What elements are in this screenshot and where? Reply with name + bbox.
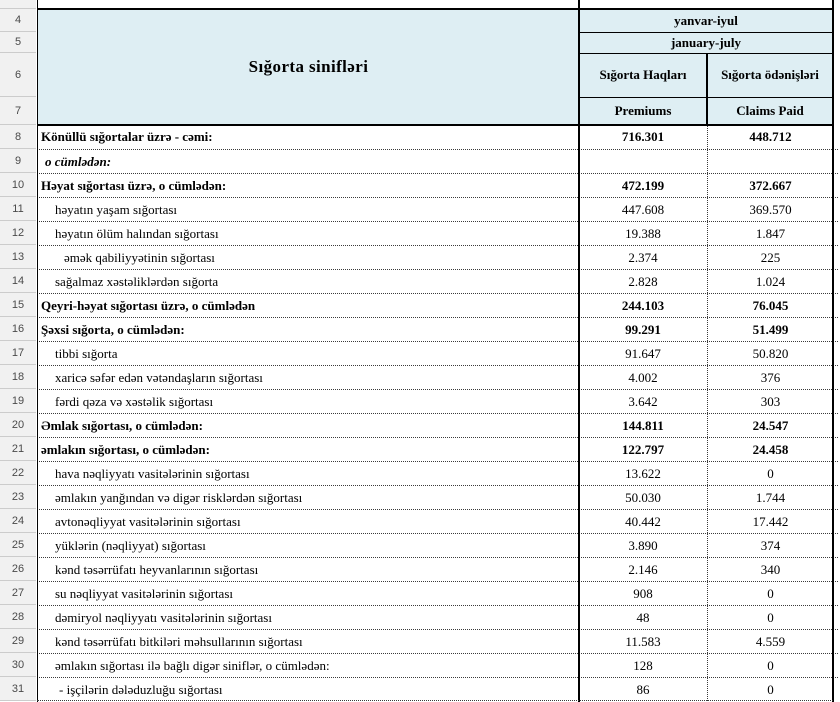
claims-value-cell[interactable]: 1.024 [707,270,833,293]
table-row [37,341,838,365]
row-header-cell[interactable]: 11 [0,197,36,221]
table-row [37,437,838,461]
claims-value-cell[interactable]: 51.499 [707,318,833,341]
premiums-value-cell[interactable]: 11.583 [625,633,661,649]
grid-line [37,124,834,126]
claims-value-cell[interactable]: 0 [707,462,833,485]
premiums-value-cell[interactable]: 19.388 [625,225,661,241]
row-header-cell[interactable]: 16 [0,317,36,341]
claims-value-cell[interactable]: 374 [707,534,833,557]
claims-en-header-cell[interactable]: Claims Paid [707,97,833,125]
row-label-cell[interactable]: hava nəqliyyatı vasitələrinin sığortası [55,465,250,481]
row-label-cell[interactable]: tibbi sığorta [55,345,118,361]
table-row [37,509,838,533]
premiums-value-cell[interactable]: 2.374 [628,249,658,265]
premiums-value-cell[interactable]: 128 [633,657,653,673]
claims-value-cell[interactable]: 448.712 [707,125,833,149]
table-row [37,125,838,149]
premiums-value-cell[interactable]: 2.828 [628,273,658,289]
row-label-cell[interactable]: fərdi qəza və xəstəlik sığortası [55,393,214,409]
table-row [37,413,838,437]
claims-value-cell[interactable]: 376 [707,366,833,389]
row-header-cell[interactable]: 27 [0,581,36,605]
row-header-cell[interactable]: 17 [0,341,36,365]
row-header-cell[interactable]: 29 [0,629,36,653]
row-header-cell[interactable]: 18 [0,365,36,389]
claims-value-cell[interactable]: 50.820 [707,342,833,365]
class-column-header-cell[interactable]: Sığorta sinifləri [38,9,579,125]
table-row [37,221,838,245]
claims-value-cell[interactable]: 17.442 [707,510,833,533]
claims-value-cell[interactable]: 0 [707,606,833,629]
premiums-az-header-cell[interactable]: Sığorta Haqları [579,53,707,97]
claims-value-cell[interactable]: 1.744 [707,486,833,509]
premiums-value-cell[interactable]: 3.642 [628,393,658,409]
table-row [37,149,838,173]
premiums-value-cell[interactable]: 4.002 [628,369,658,385]
row-label-cell[interactable]: Könüllü sığortalar üzrə - cəmi: [41,129,213,144]
claims-az-header-cell[interactable]: Sığorta ödənişləri [707,53,833,97]
row-label-cell[interactable]: həyatın yaşam sığortası [55,201,178,217]
claims-value-cell[interactable]: 369.570 [707,198,833,221]
row-header-cell[interactable]: 7 [0,97,36,125]
row-label-cell[interactable]: yüklərin (nəqliyyat) sığortası [55,537,206,553]
grid-line [578,0,580,702]
claims-value-cell[interactable] [707,150,833,173]
grid-line [832,0,834,702]
claims-value-cell[interactable]: 0 [707,678,833,701]
row-header-cell[interactable]: 21 [0,437,36,461]
row-label-cell[interactable]: Həyat sığortası üzrə, o cümlədən: [41,177,227,193]
table-row [37,269,838,293]
row-label-cell[interactable]: əmlakın sığortası, o cümlədən: [41,441,210,457]
period-en-header-cell[interactable]: january-july [579,32,833,53]
premiums-value-cell[interactable]: 472.199 [621,177,665,193]
claims-value-cell[interactable]: 372.667 [707,174,833,197]
row-header-cell[interactable]: 26 [0,557,36,581]
row-label-cell[interactable]: Qeyri-həyat sığortası üzrə, o cümlədən [41,297,256,313]
premiums-value-cell[interactable]: 99.291 [625,321,661,337]
claims-value-cell[interactable]: 24.458 [707,438,833,461]
row-header-cell[interactable]: 24 [0,509,36,533]
claims-value-cell[interactable]: 225 [707,246,833,269]
premiums-value-cell[interactable]: 48 [636,609,650,625]
premiums-value-cell[interactable]: 447.608 [621,201,665,217]
row-label-cell[interactable]: kənd təsərrüfatı bitkiləri məhsullarının sığortası [55,633,303,649]
claims-value-cell[interactable]: 0 [707,654,833,677]
row-label-cell[interactable]: əmlakın sığortası ilə bağlı digər siniflər, o cümlədən: [55,657,330,673]
table-row [37,317,838,341]
row-label-cell[interactable]: avtonəqliyyat vasitələrinin sığortası [55,513,241,529]
claims-value-cell[interactable]: 76.045 [707,294,833,317]
row-header-cell[interactable]: 8 [0,125,36,149]
claims-value-cell[interactable]: 1.847 [707,222,833,245]
row-label-cell[interactable]: sağalmaz xəstəliklərdən sığorta [55,273,219,289]
table-row [37,581,838,605]
row-label-cell[interactable]: o cümlədən: [45,153,112,169]
table-row [37,605,838,629]
table-row [37,485,838,509]
grid-line [579,32,833,33]
row-header-cell[interactable]: 25 [0,533,36,557]
row-header-cell[interactable]: 15 [0,293,36,317]
row-header-cell[interactable]: 13 [0,245,36,269]
table-row [37,461,838,485]
premiums-value-cell[interactable]: 91.647 [625,345,661,361]
row-header-cell[interactable]: 9 [0,149,36,173]
table-row [37,365,838,389]
table-row [37,245,838,269]
row-label-cell[interactable]: əmlakın yanğından və digər risklərdən sığortası [55,489,303,505]
premiums-value-cell[interactable]: 716.301 [621,129,665,144]
table-row [37,677,838,701]
row-header-cell[interactable]: 5 [0,32,36,53]
row-header-cell[interactable]: 12 [0,221,36,245]
premiums-value-cell[interactable]: 908 [633,585,653,601]
grid-line [37,8,834,10]
row-label-cell[interactable]: Şəxsi sığorta, o cümlədən: [41,321,185,337]
row-label-cell[interactable]: Əmlak sığortası, o cümlədən: [41,417,203,433]
table-row [37,653,838,677]
row-header-cell[interactable]: 20 [0,413,36,437]
claims-value-cell[interactable]: 24.547 [707,414,833,437]
grid-line [37,0,39,702]
claims-value-cell[interactable]: 4.559 [707,630,833,653]
row-header-cell[interactable]: 10 [0,173,36,197]
row-header-cell[interactable]: 22 [0,461,36,485]
row-header-cell[interactable]: 14 [0,269,36,293]
row-header-cell[interactable]: 31 [0,677,36,701]
table-row [37,293,838,317]
row-header-cell[interactable]: 6 [0,53,36,97]
row-header-cell[interactable]: 30 [0,653,36,677]
period-az-header-cell[interactable]: yanvar-iyul [579,9,833,32]
table-row [37,533,838,557]
row-header-cell[interactable]: 4 [0,9,36,32]
premiums-value-cell[interactable]: 244.103 [621,297,665,313]
claims-value-cell[interactable]: 340 [707,558,833,581]
premiums-en-header-cell[interactable]: Premiums [579,97,707,125]
premiums-value-cell[interactable]: 122.797 [621,441,665,457]
premiums-value-cell[interactable]: 2.146 [628,561,658,577]
row-header-cell[interactable] [0,0,36,9]
claims-value-cell[interactable]: 303 [707,390,833,413]
table-row [37,557,838,581]
grid-line [37,700,833,701]
premiums-value-cell[interactable]: 144.811 [622,417,664,433]
claims-value-cell[interactable]: 0 [707,582,833,605]
table-row [37,173,838,197]
table-row [37,629,838,653]
premiums-value-cell[interactable]: 50.030 [625,489,661,505]
premiums-value-cell[interactable]: 40.442 [625,513,661,529]
row-header-cell[interactable]: 19 [0,389,36,413]
premiums-value-cell[interactable]: 3.890 [628,537,658,553]
row-label-cell[interactable]: həyatın ölüm halından sığortası [55,225,219,241]
row-label-cell[interactable]: əmək qabiliyyətinin sığortası [64,249,215,265]
row-label-cell[interactable]: - işçilərin dələduzluğu sığortası [59,681,223,697]
row-label-cell[interactable]: su nəqliyyat vasitələrinin sığortası [55,585,233,601]
row-label-cell[interactable]: kənd təsərrüfatı heyvanlarının sığortası [55,561,259,577]
table-row [37,389,838,413]
row-label-cell[interactable]: dəmiryol nəqliyyatı vasitələrinin sığortası [55,609,272,625]
row-label-cell[interactable]: xaricə səfər edən vətəndaşların sığortası [55,369,263,385]
row-header-cell[interactable]: 28 [0,605,36,629]
grid-line [706,53,708,125]
premiums-value-cell[interactable]: 86 [636,681,650,697]
row-header-cell[interactable]: 23 [0,485,36,509]
premiums-value-cell[interactable] [579,150,707,173]
table-row [37,197,838,221]
premiums-value-cell[interactable]: 13.622 [625,465,661,481]
